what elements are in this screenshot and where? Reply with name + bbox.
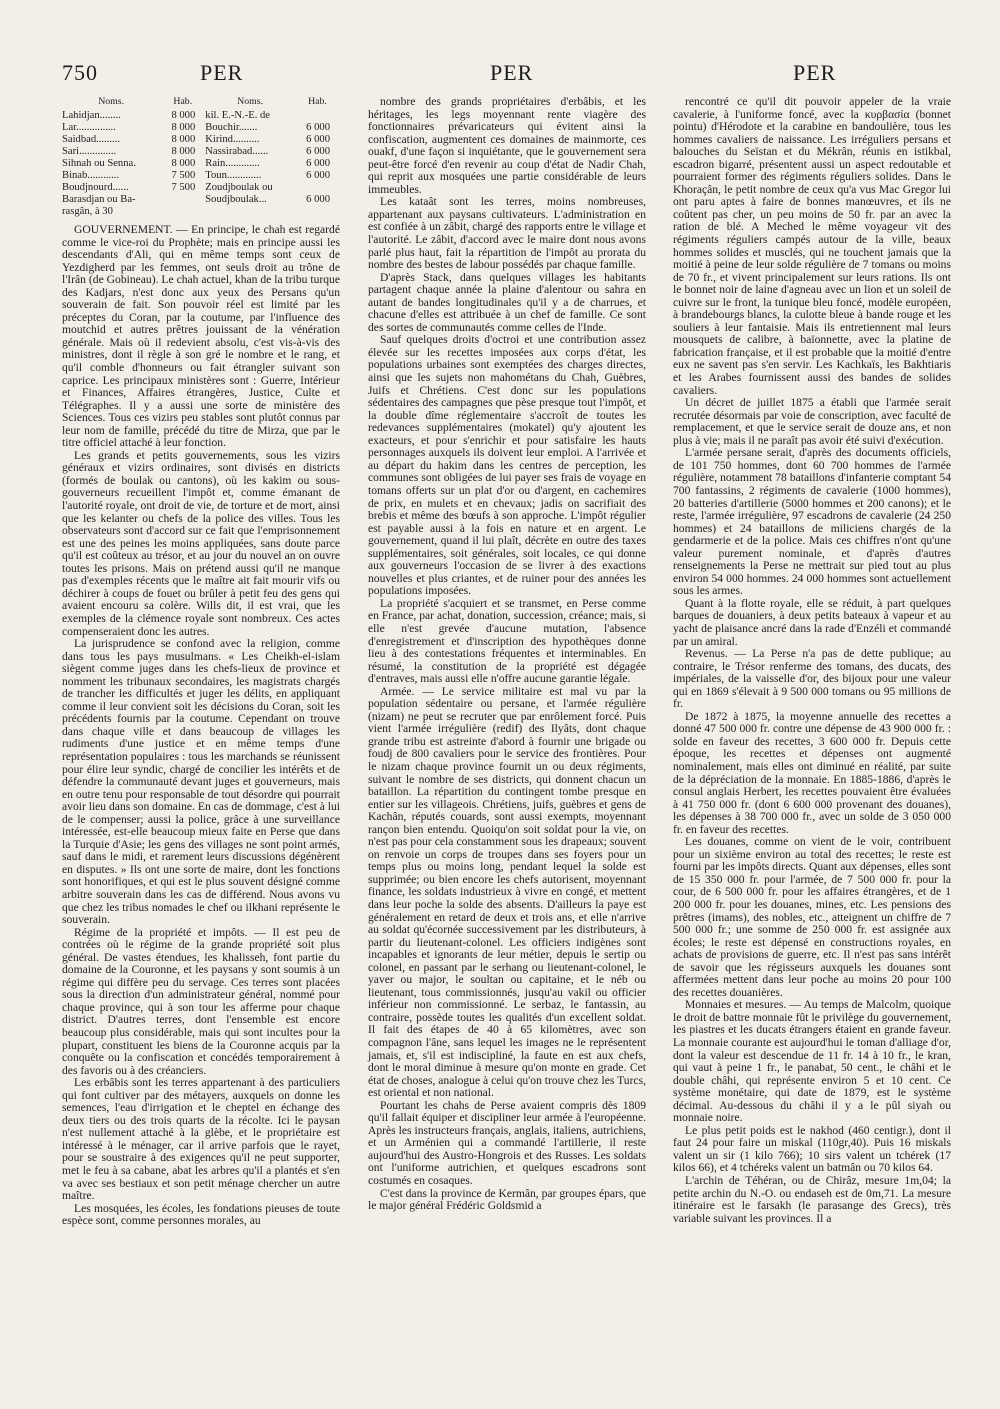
census-name-cell: Bouchir....... [205, 122, 258, 133]
column-center [368, 96, 646, 1213]
census-name-cell: Lar............... [62, 122, 116, 133]
paragraph: Les kataât sont les terres, moins nombreuses, appartenant aux paysans cultivateurs. L'administration en est confiée à un zâbit, chargé des rapports entre le village et l'autorité. Le zâbit, d'accord avec le maire dont nous avons parlé plus haut, fait la répartition de l'impôt au prorata du nombre des bestes de labour possédés par chaque famille. [368, 195, 646, 272]
census-name-cell: Rain............. [205, 158, 260, 169]
census-pop-cell: 8 000 [171, 122, 196, 133]
census-pop-cell: 6 000 [306, 170, 330, 181]
left-column-text [62, 224, 340, 1228]
paragraph: L'archin de Téhéran, ou de Chirâz, mesure 1m,04; la petite archin du N.-O. ou endaseh est de 0m,71. La mesure itinéraire est le farsakh (le parasange des Grecs), très variable suivant les provinces. Il a [673, 1174, 951, 1225]
census-pop-cell [295, 182, 340, 194]
census-pop-cell: 6 000 [306, 134, 330, 145]
census-row [62, 170, 340, 182]
census-name-cell: Kirind.......... [205, 134, 260, 145]
census-pop-cell: 8 000 [171, 146, 196, 157]
header-right-title: PER [793, 60, 837, 85]
paragraph: Un décret de juillet 1875 a établi que l'armée serait recrutée désormais par voie de conscription, avec faculté de remplacement, et que le service serait de douze ans, et non plus à vie; mais il ne paraît pas avoir été suivi d'exécution. [673, 396, 951, 447]
paragraph: Monnaies et mesures. — Au temps de Malcolm, quoique le droit de battre monnaie fût le privilège du gouvernement, les piastres et les ducats étrangers étaient en grande faveur. La monnaie courante est aujourd'hui le toman d'alliage d'or, dont la valeur est descendue de 11 fr. 14 à 10 fr., le kran, qui vaut à peine 1 fr., le panabat, 50 cent., le châhi et le double châhi, qui représente environ 5 et 10 cent. Ce système monétaire, qui date de 1879, est le système décimal. Au-dessous du châhi il y a le pûl siyah ou monnaie noire. [673, 998, 951, 1125]
census-header-pop-1: Hab. [173, 96, 193, 107]
census-name-cell: Soudjboulak... [205, 194, 267, 205]
census-name-cell: Toun............. [205, 170, 262, 181]
census-pop-cell: 6 000 [306, 146, 330, 157]
paragraph: L'armée persane serait, d'après des documents officiels, de 101 750 hommes, dont 60 700 hommes de l'armée régulière, notamment 78 bataillons d'infanterie comptant 54 700 fantassins, 2 régiments de cavalerie (1000 hommes), 20 batteries d'artillerie (5000 hommes et 200 canons); et le reste, l'armée irrégulière, 97 escadrons de cavalerie (24 250 hommes) et 24 bataillons de miliciens chargés de la gendarmerie et de la police. Mais ces chiffres n'ont qu'une valeur purement nominale, et d'après d'autres renseignements la Perse ne mettrait sur pied tout au plus environ 54 000 hommes. 24 000 hommes sont actuellement sous les armes. [673, 446, 951, 598]
census-row [62, 134, 340, 146]
paragraph: rencontré ce qu'il dit pouvoir appeler de la vraie cavalerie, à l'uniforme foncé, avec la κυρβασία (bonnet pointu) d'Hérodote et la carabine en bandoulière, tous les hommes cavaliers de naissance. Les irréguliers persans et balouches du Seïstan et du Mékrân, réunis en istikbal, escadron bigarré, présentent aussi un aspect redoutable et pourraient former des régiments réguliers solides. Dans le Khoraçân, le petit nombre de ceux qu'a vus Mac Gregor lui ont paru aptes à faire de bonnes manœuvres, et ils ne coûtent pas cher, un peu moins de 50 fr. par an avec la ration de blé. A Meched le même voyageur vit des régiments réguliers campés autour de la ville, beaux hommes solides et musclés, qui ne touchent jamais que la moitié à peine de leur solde régulière de 7 tomans ou moins de 70 fr., et vivent principalement sur leurs rations. Ils ont le bonnet noir de laine d'agneau avec un lion et un soleil de cuivre sur le front, la tunique bleu foncé, modèle européen, à brandebourgs blancs, la culotte bleue à bande rouge et les souliers à leur fantaisie. Mais ils entretiennent mal leurs mousquets de calibre, à baïonnette, avec la platine de fabrication française, et il est probable que la moitié d'entre eux ne savent pas s'en servir. Les Kachkaïs, les Bakhtiaris et les Arabes fournissent aussi des bandes de solides cavaliers. [673, 95, 951, 397]
census-name-cell: Zoudjboulak ou [205, 182, 273, 193]
census-name-cell: Binab............ [62, 170, 120, 181]
paragraph: C'est dans la province de Kermân, par groupes épars, que le major général Frédéric Goldsmid a [368, 1186, 646, 1213]
census-body [62, 110, 340, 218]
census-pop-cell [160, 206, 205, 218]
paragraph: Pourtant les chahs de Perse avaient compris dès 1809 qu'il fallait équiper et discipliner leur armée à l'européenne. Après les instructeurs français, anglais, italiens, autrichiens, et un Arménien qui a commandé l'artillerie, il reste aujourd'hui des Austro-Hongrois et des Russes. Les soldats ont l'uniforme autrichien, et quelques escadrons sont costumés en cosaques. [368, 1098, 646, 1188]
paragraph: GOUVERNEMENT. — En principe, le chah est regardé comme le vice-roi du Prophète; mais en principe aussi les descendants d'Ali, qui en même temps sont ceux de Yezdigherd par les femmes, ont seuls droit au trône de l'Irân (de Gobineau). Le chah actuel, khan de la tribu turque des Kadjars, n'est donc aux yeux des Persans qu'un souverain de fait. Son pouvoir réel est limité par les préceptes du Coran, par la coutume, par l'influence des moutchid et autres prêtres jouissant de la vénération générale. Mais où il redevient absolu, c'est vis-à-vis des ministres, dont il règle à son gré le nombre et le rang, et qu'il comble d'honneurs ou fait étrangler suivant son caprice. Les principaux ministères sont : Guerre, Intérieur et Finances, Affaires étrangères, Justice, Culte et Télégraphes. Il y a aussi une sorte de ministère des Sciences. Tous ces vizirs peu stables sont plutôt connus par leur nom de famille, précédé du titre de Mirza, que par le titre officiel attaché à leur fonction. [62, 223, 340, 450]
census-row [62, 122, 340, 134]
paragraph: Les mosquées, les écoles, les fondations pieuses de toute espèce sont, comme personnes morales, au [62, 1201, 340, 1228]
census-pop-cell [160, 194, 205, 206]
census-pop-cell [295, 206, 340, 218]
paragraph: Quant à la flotte royale, elle se réduit, à part quelques barques de douaniers, à deux petits bateaux à vapeur et au yacht de plaisance ancré dans la rade d'Enzéli et commandé par un amiral. [673, 596, 951, 648]
census-name-cell: Sihnah ou Senna. [62, 158, 136, 169]
header-left-title: PER [200, 60, 244, 85]
census-name-cell: kil. E.-N.-E. de [205, 110, 271, 121]
census-pop-cell: 8 000 [171, 134, 196, 145]
census-name-cell: Saidbad......... [62, 134, 120, 145]
paragraph: nombre des grands propriétaires d'erbâbis, et les héritages, les legs moyennant rente viagère des fonctionnaires prévaricateurs qui évitent ainsi la confiscation, augmentent ces domaines de mainmorte, ces ouakf, d'une façon si inquiétante, que le gouvernement sera peut-être forcé d'en revenir au coup d'état de Nadir Chah, qui reprit aux mosquées une partie considérable de leurs immeubles. [368, 95, 646, 196]
paragraph: Armée. — Le service militaire est mal vu par la population sédentaire ou persane, et l'armée régulière (nizam) ne peut se recruter que par enrôlement forcé. Puis vient l'armée irrégulière (redif) des Ilyâts, dont chaque grande tribu est astreinte d'abord à fournir une brigade ou foudj de 800 cavaliers pour le service des frontières. Pour le nizam chaque province fournit un ou deux régiments, suivant le nombre de ses districts, qui donnent chacun un bataillon. La répartition du contingent tombe presque en entier sur les villageois. Chrétiens, juifs, guèbres et gens de Kachân, réputés couards, sont aussi exempts, moyennant rançon bien entendu. Quoiqu'on soit soldat pour la vie, on n'est pas pour cela constamment sous les drapeaux; souvent on renvoie un corps de troupes dans ses foyers pour un temps plus ou moins long, pendant lequel la solde est supprimée; ou bien encore les chefs autorisent, moyennant finance, les soldats industrieux à vivre en congé, et mettent dans leur poche la solde des absents. D'ailleurs la paye est généralement en retard de deux et trois ans, et elle n'arrive au soldat qu'écornée successivement par les distributeurs, à partir du lieutenant-colonel. Les officiers indigènes sont incapables et ignorants de leur métier, depuis le sertip ou colonel, en passant par le serhang ou lieutenant-colonel, le yaver ou major, le soultan ou capitaine, et le néb ou lieutenant, tous commissionnés, jusqu'au vakil ou officier inférieur non commissionné. Le serbaz, le fantassin, au contraire, possède toutes les qualités d'un excellent soldat. Il fait des étapes de 40 à 65 kilomètres, avec son compagnon l'âne, sans lequel les images ne le représentent jamais, et, s'il est indiscipliné, la faute en est aux chefs, dont le moral diminue à mesure qu'on monte en grade. Cet état de choses, analogue à celui qu'on trouve chez les Turcs, est oriental et non national. [368, 684, 646, 1100]
census-pop-cell: 8 000 [171, 158, 196, 169]
census-pop-cell: 6 000 [306, 158, 330, 169]
paragraph: Revenus. — La Perse n'a pas de dette publique; au contraire, le Trésor renferme des tomans, des ducats, des impériales, de la vaisselle d'or, des bijoux pour une valeur qui en 1869 s'élevait à 9 500 000 tomans ou 95 millions de fr. [673, 647, 951, 711]
census-table [62, 96, 340, 218]
paragraph: La propriété s'acquiert et se transmet, en Perse comme en France, par achat, donation, succession, créance; mais, si elle n'est grevée d'aucune mutation, l'absence d'enregistrement et d'inscription des hypothèques donne lieu à des contestations fréquentes et interminables. En résumé, la constitution de la propriété est dégagée d'entraves, mais aussi elle n'offre aucune garantie légale. [368, 596, 646, 686]
paragraph: De 1872 à 1875, la moyenne annuelle des recettes a donné 47 500 000 fr. contre une dépense de 43 900 000 fr. : solde en faveur des recettes, 3 600 000 fr. Depuis cette époque, les recettes et dépenses ont augmenté nominalement, mais elles ont diminué en réalité, par suite de la dépréciation de la monnaie. En 1885-1886, d'après le consul anglais Herbert, les recettes pouvaient être évaluées à 41 750 000 fr. (dont 6 600 000 provenant des douanes), les dépenses à 38 700 000 fr., avec un solde de 3 050 000 fr. en faveur des recettes. [673, 709, 951, 836]
census-name-cell: rasgân, à 30 [62, 206, 113, 217]
paragraph: Les erbâbis sont les terres appartenant à des particuliers qui font cultiver par des métayers, auxquels on donne les semences, l'eau d'irrigation et le cheptel en échange des deux tiers ou des trois quarts de la récolte. Ici le paysan n'est nullement attaché à la glèbe, et le propriétaire est intéressé à le ménager, car il arrive parfois que le rayet, pour se soustraire à des exigences qu'il ne peut supporter, met le feu à sa cabane, abat les arbres qu'il a plantés et s'en va avec ses bestiaux et son petit ménage chercher un autre maître. [62, 1076, 340, 1203]
paragraph: Régime de la propriété et impôts. — Il est peu de contrées où le régime de la grande propriété soit plus général. De vastes étendues, les khalisseh, font partie du domaine de la Couronne, et les paysans y sont soumis à un régime qui diffère peu du servage. Ces terres sont placées sous la direction d'un administrateur général, nommé pour chaque province, qui à son tour les afferme pour chaque district. D'autres terres, dont l'ensemble est encore beaucoup plus considérable, mais qui sont incultes pour la plupart, constituent les biens de la Couronne acquis par la conquête ou la confiscation et concédés temporairement à des favoris ou à des créanciers. [62, 925, 340, 1077]
census-row [62, 146, 340, 158]
census-header-name-1: Noms. [98, 96, 125, 107]
paragraph: Le plus petit poids est le nakhod (460 centigr.), dont il faut 24 pour faire un miskal (110gr,40). Puis 16 miskals valent un sir (1 kilo 766); 10 sirs valent un tchérek (17 kilos 66), et 4 tchéreks valent un batmân ou 70 kilos 64. [673, 1123, 951, 1175]
right-column-text [673, 96, 951, 1225]
census-name-cell: Barasdjan ou Ba- [62, 194, 136, 205]
paragraph: Sauf quelques droits d'octroi et une contribution assez élevée sur les recettes imposées aux corps d'état, les populations urbaines sont exemptées des charges directes, ainsi que les sujets non mahométans du Chah, Guèbres, Juifs et Chrétiens. C'est donc sur les populations sédentaires des campagnes que pèse presque tout l'impôt, et la double dîme réglementaire s'accroît de toutes les redevances supplémentaires (mokatel) qu'y ajoutent les exacteurs, et pour s'enrichir et pour satisfaire les hauts personnages auxquels ils doivent leur emploi. A l'arrivée et au départ du hakim dans les centres de perception, les communes sont obligées de lui payer ses frais de voyage en tomans offerts sur un plat d'or ou d'argent, en cachemires de prix, en mulets et en chevaux; jadis on sacrifiait des brebis et même des bœufs à son approche. L'impôt régulier est payable aussi à la fois en nature et en argent. Le gouvernement, quand il lui plaît, décrète en outre des taxes supplémentaires, soit générales, soit locales, ce qui donne aux gouverneurs l'occasion de se livrer à des exactions nouvelles et plus criantes, et de ruiner pour des années les populations imposées. [368, 333, 646, 598]
census-name-cell [205, 206, 295, 218]
census-pop-cell [295, 110, 340, 122]
census-row [62, 182, 340, 194]
census-pop-cell: 8 000 [171, 110, 196, 121]
paragraph: D'après Stack, dans quelques villages les habitants partagent chaque année la plaine d'alentour ou sahra en autant de bandes longitudinales qu'il y a de charrues, et chacune d'elles est attribuée à un chef de famille. Ce sont des sortes de communautés comme celles de l'Inde. [368, 270, 646, 334]
paragraph: La jurisprudence se confond avec la religion, comme dans tous les pays musulmans. « Les Cheikh-el-islam siègent comme juges dans les chefs-lieux de province et nomment les tribunaux secondaires, les magistrats chargés de trancher les difficultés et juger les délits, en appliquant comme il leur convient soit les décisions du Coran, soit les précédents fournis par la coutume. Cependant on trouve dans chaque ville et dans beaucoup de villages les rudiments d'une justice et en même temps d'une représentation populaires : tous les marchands se réunissent pour élire leur syndic, chargé de concilier les intérêts et de défendre la communauté devant juges et gouverneurs, mais en outre tenu pour responsable de tout désordre qui pourrait avoir lieu dans son domaine. En cas de dommage, c'est à lui de le compenser; aussi la police, grâce à une surveillance intéressée, est-elle beaucoup mieux faite en Perse que dans la Turquie d'Asie; les gens des villages ne sont point armés, sauf dans le midi, et rarement leurs discussions dégénèrent en disputes. » Ils ont une sorte de maire, dont les fonctions sont honorifiques, et qui est le plus souvent désigné comme arbitre souverain dans les cas de différend. Nous avons vu que chez les tribus nomades le chef ou ilkhani représente le souverain. [62, 637, 341, 927]
center-column-text [368, 96, 646, 1213]
paragraph: Les douanes, comme on vient de le voir, contribuent pour un sixième environ au total des recettes; le reste est fourni par les impôts directs. Quant aux dépenses, elles sont de 15 350 000 fr. pour l'armée, de 7 500 000 fr. pour la cour, de 6 500 000 fr. pour les affaires étrangères, et de 1 200 000 fr. pour les douanes, mines, etc. Les pensions des prêtres (imams), des nobles, etc., atteignent un chiffre de 7 500 000 fr.; une somme de 250 000 fr. est assignée aux écoles; le reste est dépensé en constructions royales, en achats de provisions de guerre, etc. Il n'est pas sans intérêt de savoir que les régisseurs auxquels les douanes sont affermées mettent dans leur poche au moins 20 pour 100 des recettes douanières. [673, 835, 951, 999]
census-row [62, 194, 340, 206]
paragraph: Les grands et petits gouvernements, sous les vizirs généraux et vizirs ordinaires, sont divisés en districts (formés de boulak ou cantons), où les kakim ou sous-gouverneurs recueillent l'impôt et, comme émanant de l'autorité royale, ont droit de vie, de torture et de mort, ainsi que les kelanter ou chefs de la police des villes. Tous les observateurs sont d'accord sur ce fait que l'emprisonnement est une des peines les moins appliquées, sans doute parce qu'il est coûteux au trésor, et au jour du nouvel an on ouvre toutes les prisons. Mais on prétend aussi qu'il ne manque pas d'exemples récents que le maître ait fait mourir vifs ou déchirer à coups de fouet ou brûler à petit feu des gens qui avaient encouru sa colère. Wills dit, il est vrai, que les exemples de la clémence royale sont nombreux. Ces actes compenseraient donc les autres. [62, 448, 340, 638]
census-name-cell: Sari.............. [62, 146, 117, 157]
census-header-pop-2: Hab. [308, 96, 327, 107]
census-pop-cell: 7 500 [171, 182, 196, 193]
column-right [673, 96, 951, 1225]
column-left [62, 96, 340, 1228]
census-name-cell: Nassirabad...... [205, 146, 269, 157]
census-row [62, 110, 340, 122]
census-pop-cell: 6 000 [306, 122, 330, 133]
census-name-cell: Boudjnourd...... [62, 182, 129, 193]
census-pop-cell: 7 500 [171, 170, 196, 181]
page-number: 750 [62, 60, 98, 85]
header-center-title: PER [490, 60, 534, 85]
census-row [62, 206, 340, 218]
census-pop-cell: 6 000 [306, 194, 330, 205]
census-name-cell: Lahidjan........ [62, 110, 121, 121]
census-header-name-2: Noms. [237, 96, 264, 107]
census-row [62, 158, 340, 170]
